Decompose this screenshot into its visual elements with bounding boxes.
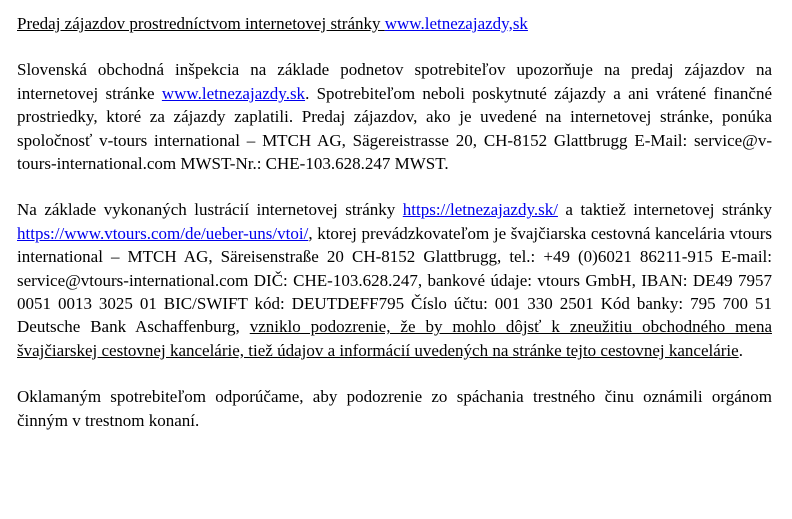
paragraph-investigation-details xyxy=(17,198,772,362)
text-run: Na základe vykonaných lustrácií internetovej stránky xyxy=(17,200,403,220)
document-title xyxy=(17,12,772,35)
underlined-text-run: vzniklo podozrenie, že by mohlo dôjsť k zneužitiu obchodného mena švajčiarskej cestovnej kancelárie, tiež údajov a informácií uvedených na stránke tejto cestovnej kancelárie xyxy=(17,317,772,360)
text-run: Slovenská obchodná inšpekcia na základe podnetov spotrebiteľov upozorňuje na predaj zájazdov na internetovej stránke xyxy=(17,60,772,103)
hyperlink[interactable]: https://letnezajazdy.sk/ xyxy=(402,200,558,220)
text-run: , ktorej prevádzkovateľom je švajčiarska cestovná kancelária vtours international – MTCH AG, Säreisenstraße 20 CH-8152 Glattbrugg, tel.: +49 (0)6021 86211-915 E-mail: service@vtours-international.com DIČ: CHE-103.628.247, bankové údaje: vtours GmbH, IBAN: DE49 7957 0051 0013 3025 01 BIC/SWIFT kód: DEUTDEFF795 Číslo účtu: 001 330 2501 Kód banky: 795 700 51 Deutsche Bank Aschaffenburg, xyxy=(17,223,772,337)
hyperlink[interactable]: https://www.vtours.com/de/ueber-uns/vtoi/ xyxy=(17,223,309,243)
text-run: . Spotrebiteľom neboli poskytnuté zájazdy a ani vrátené finančné prostriedky, ktoré za zájazdy zaplatili. Predaj zájazdov, ako je uvedené na internetovej stránke, ponúka spoločnosť v-tours international – MTCH AG, Sägereistrasse 20, CH-8152 Glattbrugg E-Mail: service@v-tours-international.com MWST-Nr.: CHE-103.628.247 MWST. xyxy=(17,83,773,174)
paragraph-recommendation xyxy=(17,385,772,432)
text-run: . xyxy=(738,340,743,360)
text-run: a taktiež internetovej stránky xyxy=(557,200,772,220)
underlined-text-run: Predaj zájazdov prostredníctvom internetovej stránky xyxy=(17,14,385,33)
hyperlink[interactable]: www.letnezajazdy.sk xyxy=(161,83,306,103)
paragraph-consumer-warning xyxy=(17,58,772,175)
hyperlink[interactable]: www.letnezajazdy,sk xyxy=(384,14,528,33)
text-run: Oklamaným spotrebiteľom odporúčame, aby podozrenie zo spáchania trestného činu oznámili orgánom činným v trestnom konaní. xyxy=(17,387,772,430)
